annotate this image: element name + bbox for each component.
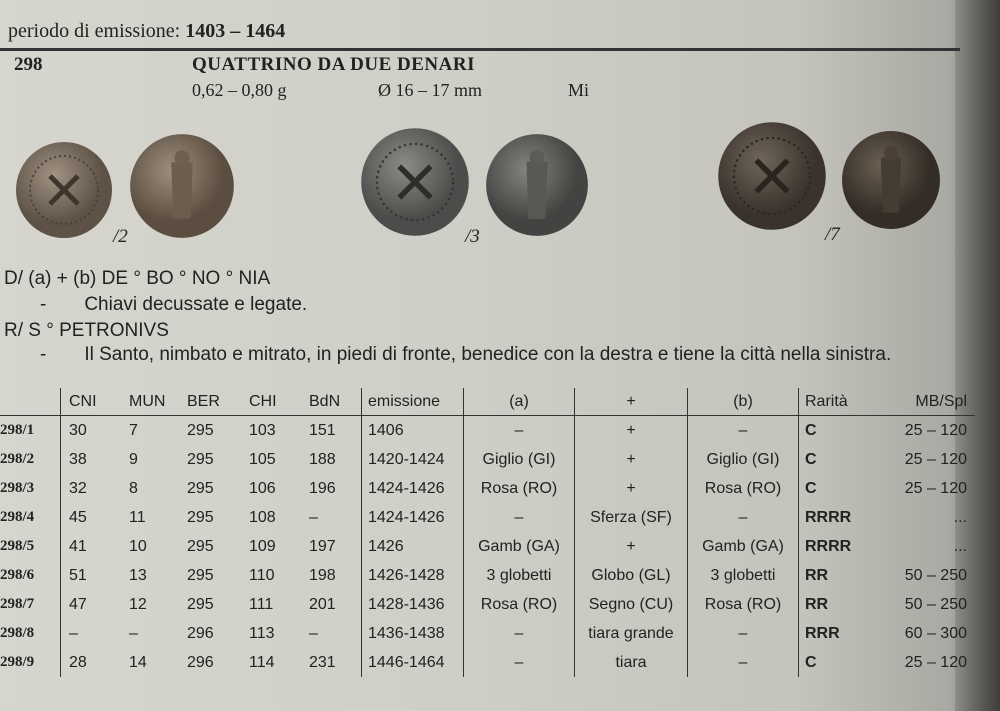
legend-b-cell: Rosa (RO) <box>688 590 799 619</box>
mark-cell: + <box>575 445 688 474</box>
mun-cell: 7 <box>129 421 138 439</box>
table-row <box>0 619 975 648</box>
column-header: MB/Spl <box>877 388 975 416</box>
legend-b-cell: – <box>688 648 799 677</box>
coin-reverse-image <box>840 124 942 236</box>
column-header: MUN <box>129 388 187 416</box>
chi-cell: 103 <box>249 421 276 439</box>
row-id: 298/2 <box>0 451 35 467</box>
legend-a-cell: Rosa (RO) <box>464 590 575 619</box>
legend-a-cell: – <box>464 416 575 446</box>
metal-spec: Mi <box>568 80 590 100</box>
column-header: BER <box>187 388 249 416</box>
mun-cell: 8 <box>129 479 138 497</box>
rarity-cell: RRR <box>799 619 878 648</box>
mark-cell: + <box>575 532 688 561</box>
row-id: 298/3 <box>0 480 35 496</box>
price-cell: 50 – 250 <box>904 595 967 613</box>
legend-b-cell: – <box>688 503 799 532</box>
legend-a-cell: – <box>464 503 575 532</box>
emission-cell: 1426-1428 <box>362 561 464 590</box>
mark-cell: tiara <box>575 648 688 677</box>
column-header: (a) <box>464 388 575 416</box>
table-row <box>0 532 975 561</box>
table-row <box>0 445 975 474</box>
weight-spec: 0,62 – 0,80 g <box>192 80 287 100</box>
rarity-cell: C <box>799 445 878 474</box>
legend-a-cell: 3 globetti <box>464 561 575 590</box>
price-cell: ... <box>953 508 967 526</box>
row-id: 298/8 <box>0 625 35 641</box>
emission-cell: 1436-1438 <box>362 619 464 648</box>
ber-cell: 295 <box>187 450 214 468</box>
emission-cell: 1406 <box>362 416 464 446</box>
column-header: Rarità <box>799 388 878 416</box>
cni-cell: 30 <box>61 416 130 446</box>
rarity-cell: RRRR <box>799 532 878 561</box>
reverse-legend: R/ S ° PETRONIVS <box>4 320 169 341</box>
coin-obverse-image <box>352 126 478 238</box>
column-header: + <box>575 388 688 416</box>
column-header: emissione <box>362 388 464 416</box>
chi-cell: 105 <box>249 450 276 468</box>
legend-b-cell: Giglio (GI) <box>688 445 799 474</box>
column-header: BdN <box>309 388 362 416</box>
chi-cell: 106 <box>249 479 276 497</box>
price-cell: 25 – 120 <box>904 653 967 671</box>
column-header: CHI <box>249 388 309 416</box>
coin-title: QUATTRINO DA DUE DENARI <box>192 54 475 75</box>
legend-b-cell: Gamb (GA) <box>688 532 799 561</box>
legend-b-cell: 3 globetti <box>688 561 799 590</box>
ber-cell: 295 <box>187 421 214 439</box>
catalog-number: 298 <box>14 54 43 75</box>
chi-cell: 111 <box>249 595 274 613</box>
bdn-cell: 231 <box>309 653 336 671</box>
row-id: 298/7 <box>0 596 35 612</box>
table-row <box>0 648 975 677</box>
emission-cell: 1446-1464 <box>362 648 464 677</box>
coin-reverse-image <box>128 130 236 242</box>
ber-cell: 296 <box>187 624 214 642</box>
table-row <box>0 590 975 619</box>
ber-cell: 295 <box>187 508 214 526</box>
price-cell: ... <box>953 537 967 555</box>
mark-cell: tiara grande <box>575 619 688 648</box>
multiplier-label: /2 <box>113 226 128 247</box>
mun-cell: 11 <box>129 508 146 526</box>
emission-cell: 1424-1426 <box>362 474 464 503</box>
header-rule <box>0 48 960 51</box>
rarity-cell: C <box>799 648 878 677</box>
bdn-cell: 196 <box>309 479 336 497</box>
rarity-cell: C <box>799 416 878 446</box>
row-id: 298/5 <box>0 538 35 554</box>
mark-cell: Sferza (SF) <box>575 503 688 532</box>
variants-table <box>0 388 975 677</box>
chi-cell: 109 <box>249 537 276 555</box>
emission-cell: 1424-1426 <box>362 503 464 532</box>
cni-cell: 47 <box>61 590 130 619</box>
column-header: CNI <box>61 388 130 416</box>
multiplier-label: /3 <box>465 226 480 247</box>
row-id: 298/4 <box>0 509 35 525</box>
price-cell: 25 – 120 <box>904 479 967 497</box>
cni-cell: 51 <box>61 561 130 590</box>
bdn-cell: 188 <box>309 450 336 468</box>
cni-cell: 45 <box>61 503 130 532</box>
mun-cell: 13 <box>129 566 147 584</box>
bdn-cell: 197 <box>309 537 336 555</box>
rarity-cell: RR <box>799 561 878 590</box>
legend-b-cell: – <box>688 416 799 446</box>
bdn-cell: 151 <box>309 421 336 439</box>
table-header-row <box>0 388 975 416</box>
coin-obverse-image <box>8 140 120 240</box>
column-header: (b) <box>688 388 799 416</box>
chi-cell: 113 <box>249 624 275 642</box>
ber-cell: 295 <box>187 537 214 555</box>
bdn-cell: – <box>309 508 318 526</box>
mark-cell: + <box>575 416 688 446</box>
rarity-cell: C <box>799 474 878 503</box>
chi-cell: 110 <box>249 566 275 584</box>
row-id: 298/6 <box>0 567 35 583</box>
obverse-description: - Chiavi decussate e legate. <box>40 294 308 315</box>
emission-cell: 1426 <box>362 532 464 561</box>
cni-cell: 41 <box>61 532 130 561</box>
cni-cell: – <box>61 619 130 648</box>
row-id: 298/9 <box>0 654 35 670</box>
legend-a-cell: Giglio (GI) <box>464 445 575 474</box>
legend-a-cell: – <box>464 648 575 677</box>
column-header <box>0 388 61 416</box>
chi-cell: 108 <box>249 508 276 526</box>
price-cell: 50 – 250 <box>904 566 967 584</box>
mun-cell: 14 <box>129 653 147 671</box>
multiplier-label: /7 <box>825 224 840 245</box>
mark-cell: + <box>575 474 688 503</box>
legend-a-cell: Gamb (GA) <box>464 532 575 561</box>
price-cell: 25 – 120 <box>904 421 967 439</box>
emission-cell: 1420-1424 <box>362 445 464 474</box>
ber-cell: 295 <box>187 595 214 613</box>
chi-cell: 114 <box>249 653 275 671</box>
row-id: 298/1 <box>0 422 35 438</box>
period-header: periodo di emissione: 1403 – 1464 <box>8 20 286 42</box>
ber-cell: 295 <box>187 479 214 497</box>
rarity-cell: RRRR <box>799 503 878 532</box>
cni-cell: 32 <box>61 474 130 503</box>
ber-cell: 296 <box>187 653 214 671</box>
mark-cell: Globo (GL) <box>575 561 688 590</box>
coin-obverse-image <box>716 120 828 232</box>
cni-cell: 28 <box>61 648 130 677</box>
price-cell: 25 – 120 <box>904 450 967 468</box>
table-row <box>0 503 975 532</box>
diameter-spec: Ø 16 – 17 mm <box>378 80 483 100</box>
legend-a-cell: Rosa (RO) <box>464 474 575 503</box>
ber-cell: 295 <box>187 566 214 584</box>
bdn-cell: 198 <box>309 566 336 584</box>
price-cell: 60 – 300 <box>904 624 967 642</box>
obverse-legend: D/ (a) + (b) DE ° BO ° NO ° NIA <box>4 268 271 289</box>
mun-cell: 9 <box>129 450 138 468</box>
emission-cell: 1428-1436 <box>362 590 464 619</box>
bdn-cell: 201 <box>309 595 336 613</box>
legend-a-cell: – <box>464 619 575 648</box>
mark-cell: Segno (CU) <box>575 590 688 619</box>
rarity-cell: RR <box>799 590 878 619</box>
mun-cell: 10 <box>129 537 147 555</box>
reverse-description: - Il Santo, nimbato e mitrato, in piedi di fronte, benedice con la destra e tiene la città nella sinistra. <box>40 344 892 365</box>
mun-cell: 12 <box>129 595 147 613</box>
legend-b-cell: – <box>688 619 799 648</box>
table-row <box>0 474 975 503</box>
mun-cell: – <box>129 624 138 642</box>
bdn-cell: – <box>309 624 318 642</box>
table-row <box>0 561 975 590</box>
cni-cell: 38 <box>61 445 130 474</box>
table-row <box>0 416 975 446</box>
coin-reverse-image <box>484 128 590 242</box>
legend-b-cell: Rosa (RO) <box>688 474 799 503</box>
